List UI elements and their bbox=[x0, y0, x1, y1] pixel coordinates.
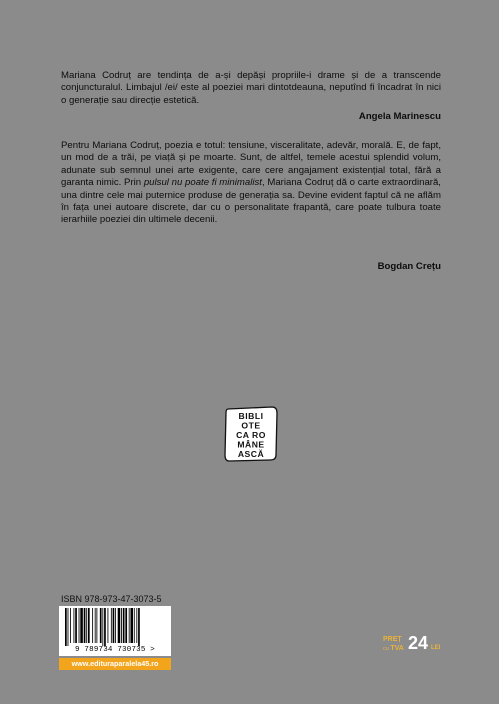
barcode-bar bbox=[75, 608, 77, 643]
quote-bogdan-cretu bbox=[61, 140, 441, 227]
barcode-bar bbox=[80, 608, 83, 643]
attribution-angela-marinescu: Angela Marinescu bbox=[358, 111, 441, 122]
barcode-bar bbox=[84, 608, 86, 643]
quote-text-before: Pentru Mariana Codruț, poezia e totul: tensiune, visceralitate, adevăr, morală. E, de fapt, un mod de a trăi, pe viață și pe moarte. Sunt, de altfel, temele acestui splendid volum, adunate sub semnul unei arte exigente, care cere angajament existențial total, fără a garanta nimic. Prin bbox=[61, 140, 441, 189]
price-amount: 24 bbox=[408, 633, 429, 653]
price-tva-prefix: cu bbox=[383, 646, 389, 652]
price-currency: LEI bbox=[431, 645, 441, 651]
barcode-bar bbox=[65, 608, 67, 646]
barcode-bar bbox=[92, 608, 93, 643]
book-title: pulsul nu poate fi minimalist bbox=[143, 177, 262, 189]
biblioteca-romaneasca-logo bbox=[222, 405, 280, 463]
publisher-website: www.edituraparalela45.ro bbox=[59, 658, 171, 670]
barcode-bar bbox=[88, 608, 90, 643]
barcode-bar bbox=[79, 608, 80, 643]
barcode-bar bbox=[118, 608, 121, 643]
quote-text-after: , Mariana Codruț dă o carte extraordinară, una dintre cele mai puternice produse de generația sa. Devine evident faptul că ne aflăm în fața unei autoare discrete, dar cu o personalitate frapantă, care poate tulbura toate ierarhiile poeziei din ultimele decenii. bbox=[61, 177, 441, 226]
logo-line-3: CA RO bbox=[236, 430, 266, 440]
barcode-bar bbox=[113, 608, 115, 643]
barcode-bar bbox=[86, 608, 87, 643]
logo-line-1: BIBLI bbox=[238, 411, 264, 421]
price-tva: TVA bbox=[390, 645, 404, 652]
barcode-bar bbox=[115, 608, 116, 643]
barcode-bar bbox=[130, 608, 133, 643]
barcode-bar bbox=[136, 608, 137, 643]
barcode-bar bbox=[134, 608, 135, 643]
barcode-digits: 9 789734 730735 > bbox=[75, 646, 155, 654]
logo-line-2: OTE bbox=[241, 420, 261, 431]
barcode-bar bbox=[108, 608, 109, 643]
attribution-bogdan-cretu: Bogdan Crețu bbox=[377, 261, 441, 272]
isbn-label: ISBN 978-973-47-3073-5 bbox=[61, 594, 162, 604]
barcode-bar bbox=[129, 608, 130, 643]
barcode-bar bbox=[125, 608, 127, 643]
price-tva-label bbox=[383, 645, 404, 652]
barcode-bar bbox=[104, 608, 106, 646]
barcode-bar bbox=[100, 608, 102, 643]
barcode-bar bbox=[68, 608, 69, 646]
barcode-bar bbox=[96, 608, 97, 643]
logo-line-5: ASCĂ bbox=[237, 449, 265, 459]
barcode bbox=[59, 606, 171, 656]
barcode-bar bbox=[123, 608, 125, 643]
price-tag bbox=[383, 634, 453, 656]
barcode-bar bbox=[70, 608, 71, 643]
barcode-bar bbox=[121, 608, 122, 643]
barcode-bar bbox=[74, 608, 75, 643]
barcode-bar bbox=[95, 608, 96, 643]
price-label: PREȚ bbox=[383, 636, 402, 643]
logo-line-4: MÂNE bbox=[237, 439, 265, 450]
barcode-bar bbox=[102, 608, 103, 646]
quote-angela-marinescu: Mariana Codruț are tendința de a-și depăși propriile-i drame și de a transcende conjuncturalul. Limbajul /ei/ este al poeziei mari dintotdeauna, neputînd fi încadrat în nici o generație sau direcție estetică. bbox=[61, 70, 441, 106]
barcode-bar bbox=[138, 608, 140, 646]
barcode-bar bbox=[111, 608, 112, 643]
barcode-bars bbox=[65, 608, 165, 646]
